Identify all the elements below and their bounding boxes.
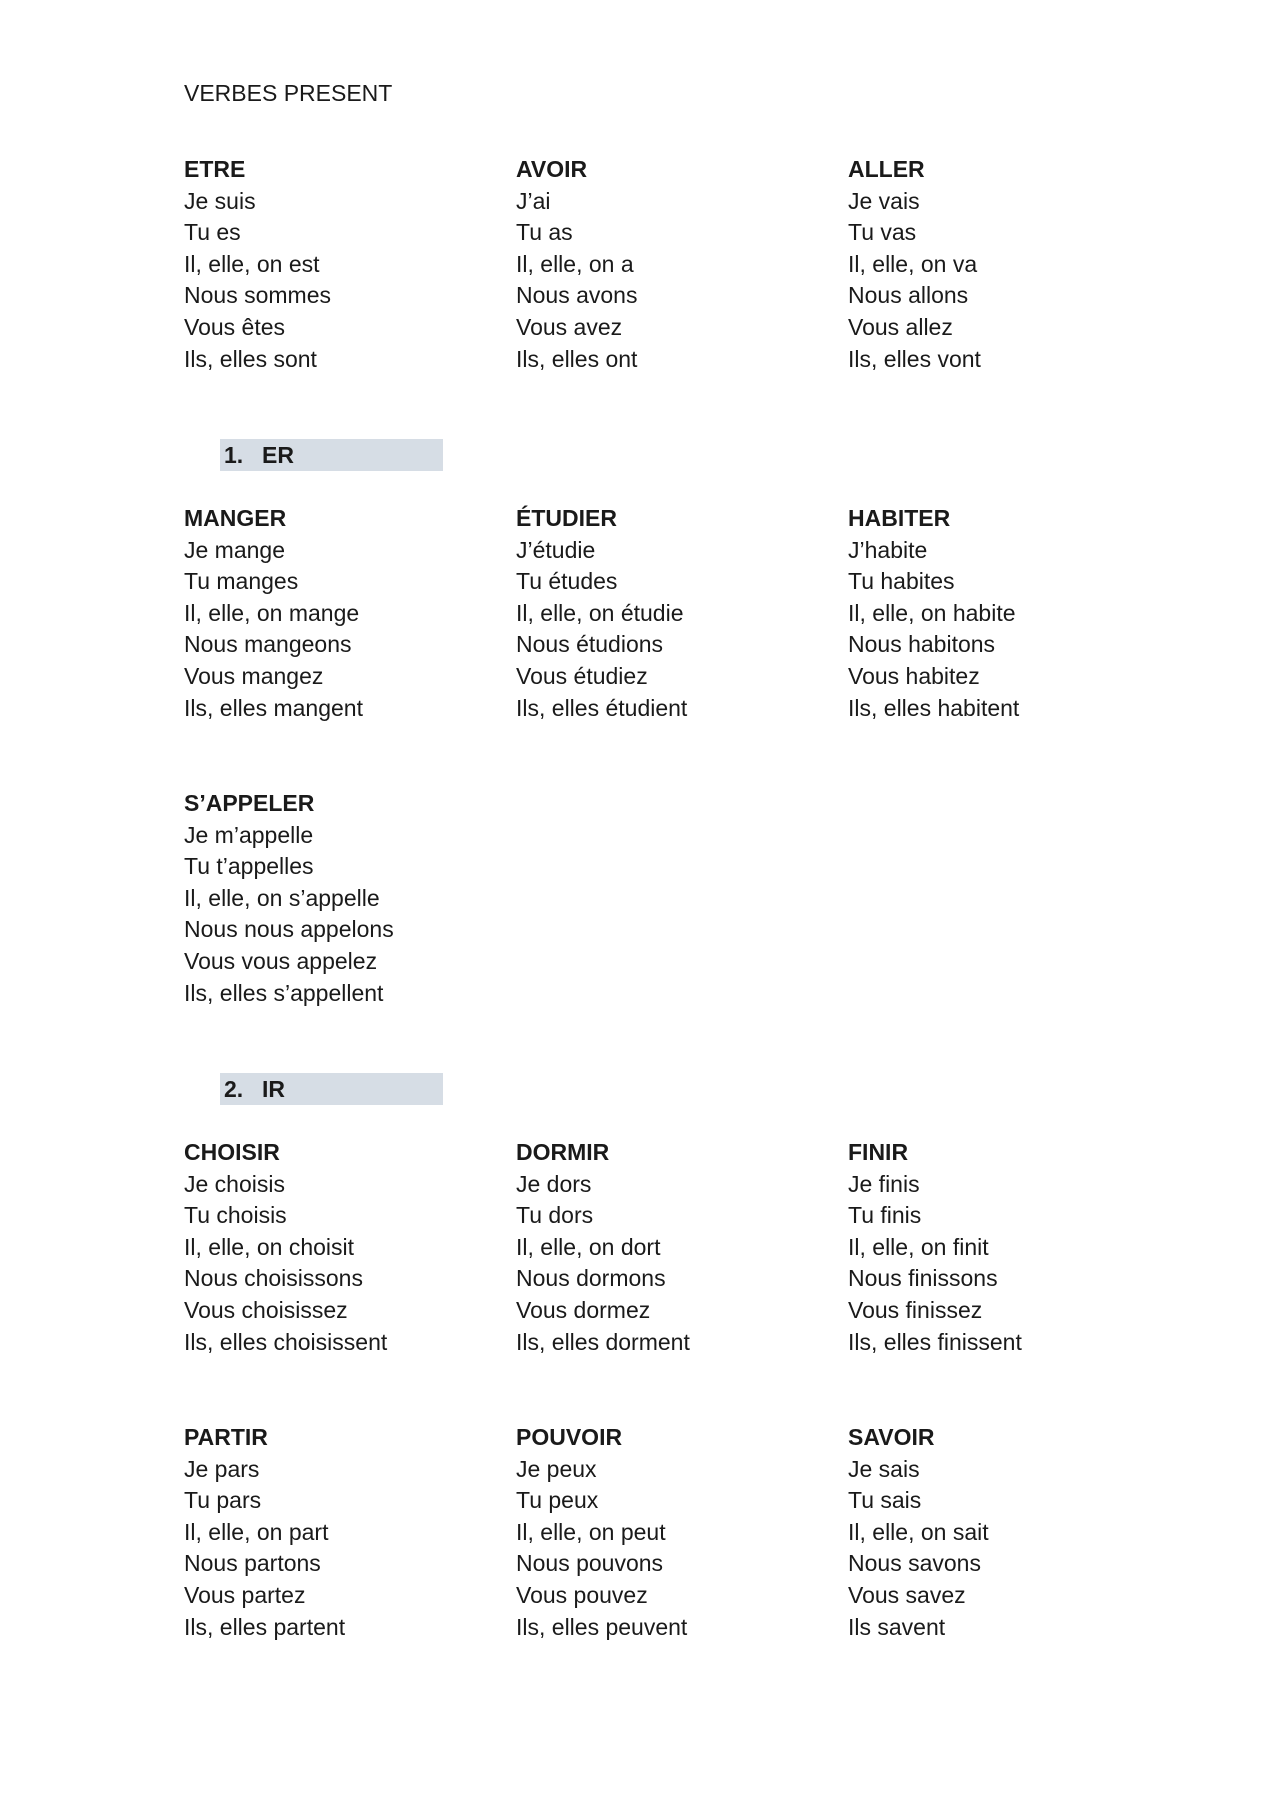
conjugation-list <box>184 820 504 1010</box>
verb-manger <box>184 503 504 724</box>
conjugation-je: Je pars <box>184 1455 260 1482</box>
conjugation-nous: Nous sommes <box>184 282 331 309</box>
conjugation-ils: Ils, elles mangent <box>184 694 363 721</box>
conjugation-nous: Nous nous appelons <box>184 916 394 943</box>
conjugation-vous: Vous savez <box>848 1581 966 1608</box>
conjugation-vous: Vous habitez <box>848 662 980 689</box>
conjugation-list <box>184 535 504 725</box>
conjugation-nous: Nous avons <box>516 282 638 309</box>
verb-avoir <box>516 154 836 375</box>
verb-name: SAVOIR <box>848 1424 935 1450</box>
conjugation-je: Je mange <box>184 536 286 563</box>
conjugation-il: Il, elle, on mange <box>184 599 360 626</box>
verb-pouvoir <box>516 1422 836 1643</box>
conjugation-nous: Nous savons <box>848 1550 981 1577</box>
conjugation-vous: Vous choisissez <box>184 1296 348 1323</box>
verb-aller <box>848 154 1168 375</box>
conjugation-il: Il, elle, on dort <box>516 1233 661 1260</box>
conjugation-vous: Vous étudiez <box>516 662 648 689</box>
conjugation-il: Il, elle, on s’appelle <box>184 884 380 911</box>
conjugation-tu: Tu as <box>516 219 573 246</box>
section-number: 2. <box>224 1076 244 1102</box>
conjugation-tu: Tu études <box>516 568 618 595</box>
conjugation-ils: Ils, elles finissent <box>848 1328 1022 1355</box>
verb-choisir <box>184 1137 504 1358</box>
conjugation-list <box>516 1169 836 1359</box>
verb-name: POUVOIR <box>516 1424 623 1450</box>
conjugation-ils: Ils savent <box>848 1613 946 1640</box>
conjugation-je: Je suis <box>184 187 256 214</box>
conjugation-vous: Vous mangez <box>184 662 324 689</box>
conjugation-je: J’ai <box>516 187 551 214</box>
conjugation-vous: Vous dormez <box>516 1296 651 1323</box>
conjugation-list <box>184 186 504 376</box>
conjugation-je: Je sais <box>848 1455 920 1482</box>
section-label: ER <box>262 442 294 468</box>
conjugation-ils: Ils, elles dorment <box>516 1328 690 1355</box>
conjugation-je: Je choisis <box>184 1170 285 1197</box>
conjugation-tu: Tu sais <box>848 1487 922 1514</box>
conjugation-ils: Ils, elles s’appellent <box>184 979 384 1006</box>
conjugation-tu: Tu finis <box>848 1202 922 1229</box>
conjugation-list <box>516 535 836 725</box>
conjugation-nous: Nous mangeons <box>184 631 352 658</box>
verb-name: MANGER <box>184 505 287 531</box>
section-number: 1. <box>224 442 244 468</box>
conjugation-nous: Nous étudions <box>516 631 664 658</box>
conjugation-tu: Tu dors <box>516 1202 594 1229</box>
conjugation-vous: Vous avez <box>516 313 623 340</box>
document-title: VERBES PRESENT <box>184 80 393 106</box>
conjugation-vous: Vous pouvez <box>516 1581 648 1608</box>
verb-partir <box>184 1422 504 1643</box>
verb-name: ALLER <box>848 156 925 182</box>
conjugation-vous: Vous êtes <box>184 313 286 340</box>
verb-habiter <box>848 503 1168 724</box>
verb-name: DORMIR <box>516 1139 610 1165</box>
conjugation-ils: Ils, elles peuvent <box>516 1613 688 1640</box>
conjugation-il: Il, elle, on part <box>184 1518 329 1545</box>
conjugation-list <box>184 1454 504 1644</box>
conjugation-nous: Nous partons <box>184 1550 321 1577</box>
conjugation-il: Il, elle, on va <box>848 250 978 277</box>
section-heading-er <box>220 439 443 471</box>
verb-name: HABITER <box>848 505 951 531</box>
conjugation-tu: Tu t’appelles <box>184 853 314 880</box>
conjugation-nous: Nous dormons <box>516 1265 666 1292</box>
verb-name: ETRE <box>184 156 246 182</box>
conjugation-nous: Nous choisissons <box>184 1265 363 1292</box>
conjugation-il: Il, elle, on est <box>184 250 320 277</box>
conjugation-il: Il, elle, on habite <box>848 599 1016 626</box>
conjugation-ils: Ils, elles habitent <box>848 694 1020 721</box>
conjugation-nous: Nous allons <box>848 282 969 309</box>
conjugation-nous: Nous finissons <box>848 1265 998 1292</box>
conjugation-list <box>516 186 836 376</box>
section-label: IR <box>262 1076 285 1102</box>
conjugation-vous: Vous allez <box>848 313 953 340</box>
conjugation-ils: Ils, elles sont <box>184 345 317 372</box>
conjugation-tu: Tu manges <box>184 568 299 595</box>
conjugation-ils: Ils, elles ont <box>516 345 638 372</box>
conjugation-tu: Tu vas <box>848 219 917 246</box>
conjugation-il: Il, elle, on a <box>516 250 634 277</box>
conjugation-je: Je peux <box>516 1455 597 1482</box>
verb-etre <box>184 154 504 375</box>
conjugation-je: Je m’appelle <box>184 821 314 848</box>
conjugation-vous: Vous finissez <box>848 1296 983 1323</box>
verb-sappeler <box>184 788 504 1009</box>
conjugation-il: Il, elle, on étudie <box>516 599 684 626</box>
verb-finir <box>848 1137 1168 1358</box>
verb-name: FINIR <box>848 1139 909 1165</box>
verb-name: ÉTUDIER <box>516 505 617 531</box>
conjugation-il: Il, elle, on sait <box>848 1518 989 1545</box>
conjugation-il: Il, elle, on finit <box>848 1233 989 1260</box>
conjugation-list <box>848 1454 1168 1644</box>
conjugation-tu: Tu habites <box>848 568 955 595</box>
conjugation-list <box>848 1169 1168 1359</box>
conjugation-list <box>848 186 1168 376</box>
conjugation-ils: Ils, elles étudient <box>516 694 688 721</box>
conjugation-list <box>516 1454 836 1644</box>
conjugation-je: Je vais <box>848 187 920 214</box>
verb-name: PARTIR <box>184 1424 268 1450</box>
conjugation-je: J’étudie <box>516 536 596 563</box>
verb-dormir <box>516 1137 836 1358</box>
conjugation-je: J’habite <box>848 536 928 563</box>
conjugation-ils: Ils, elles vont <box>848 345 981 372</box>
conjugation-list <box>848 535 1168 725</box>
verb-savoir <box>848 1422 1168 1643</box>
conjugation-je: Je finis <box>848 1170 920 1197</box>
section-heading-ir <box>220 1073 443 1105</box>
conjugation-nous: Nous habitons <box>848 631 996 658</box>
conjugation-ils: Ils, elles partent <box>184 1613 346 1640</box>
verb-etudier <box>516 503 836 724</box>
verb-name: CHOISIR <box>184 1139 280 1165</box>
conjugation-nous: Nous pouvons <box>516 1550 664 1577</box>
conjugation-je: Je dors <box>516 1170 592 1197</box>
conjugation-tu: Tu pars <box>184 1487 262 1514</box>
conjugation-vous: Vous vous appelez <box>184 947 378 974</box>
conjugation-il: Il, elle, on choisit <box>184 1233 355 1260</box>
conjugation-il: Il, elle, on peut <box>516 1518 666 1545</box>
verb-name: S’APPELER <box>184 790 315 816</box>
conjugation-ils: Ils, elles choisissent <box>184 1328 388 1355</box>
conjugation-tu: Tu choisis <box>184 1202 287 1229</box>
conjugation-vous: Vous partez <box>184 1581 306 1608</box>
conjugation-list <box>184 1169 504 1359</box>
verb-name: AVOIR <box>516 156 588 182</box>
conjugation-tu: Tu es <box>184 219 241 246</box>
conjugation-tu: Tu peux <box>516 1487 599 1514</box>
